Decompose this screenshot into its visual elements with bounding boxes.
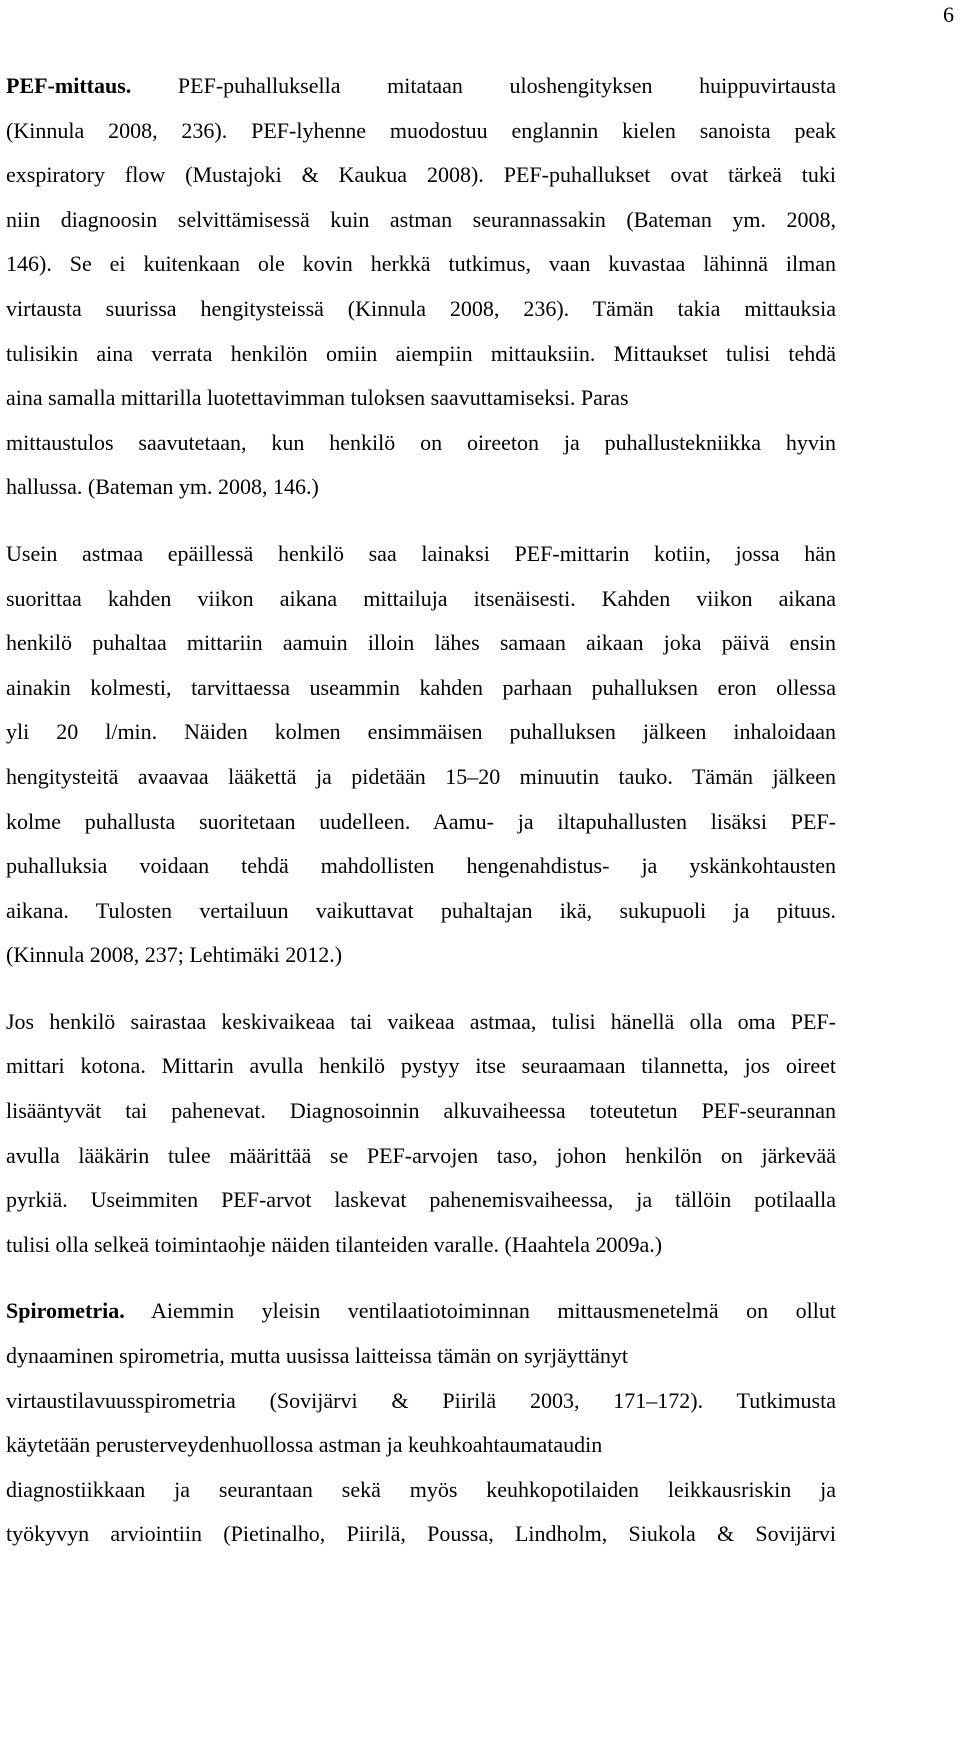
text-line: PEF-mittaus. PEF-puhalluksella mitataan uloshengityksen huippuvirtausta bbox=[6, 73, 836, 98]
text-line: mittaustulos saavutetaan, kun henkilö on oireeton ja puhallustekniikka hyvin bbox=[6, 429, 836, 455]
text-line: henkilö puhaltaa mittariin aamuin illoin lähes samaan aikaan joka päivä ensin bbox=[6, 630, 836, 656]
text-line: Jos henkilö sairastaa keskivaikeaa tai vaikeaa astmaa, tulisi hänellä olla oma PEF- bbox=[6, 1008, 836, 1034]
text-line: hengitysteitä avaavaa lääkettä ja pidetään 15–20 minuutin tauko. Tämän jälkeen bbox=[6, 763, 836, 789]
text-line: Spirometria. Aiemmin yleisin ventilaatiotoiminnan mittausmenetelmä on ollut bbox=[6, 1298, 836, 1324]
text-line: 146). Se ei kuitenkaan ole kovin herkkä tutkimus, vaan kuvastaa lähinnä ilman bbox=[6, 251, 836, 277]
paragraph-home-monitoring bbox=[6, 532, 836, 978]
text-line: pyrkiä. Useimmiten PEF-arvot laskevat pahenemisvaiheessa, ja tällöin potilaalla bbox=[6, 1187, 836, 1213]
text-line: ainakin kolmesti, tarvittaessa useammin kahden parhaan puhalluksen eron ollessa bbox=[6, 674, 836, 700]
text-line: yli 20 l/min. Näiden kolmen ensimmäisen puhalluksen jälkeen inhaloidaan bbox=[6, 719, 836, 745]
text-line: käytetään perusterveydenhuollossa astman ja keuhkoahtaumataudin bbox=[6, 1432, 603, 1458]
text-line: virtaustilavuusspirometria (Sovijärvi & Piirilä 2003, 171–172). Tutkimusta bbox=[6, 1387, 836, 1413]
paragraph-spirometry bbox=[6, 1289, 836, 1557]
paragraph-pef-measurement bbox=[6, 64, 836, 510]
text-line: dynaaminen spirometria, mutta uusissa laitteissa tämän on syrjäyttänyt bbox=[6, 1343, 628, 1369]
text-line: hallussa. (Bateman ym. 2008, 146.) bbox=[6, 474, 319, 500]
text-line: suorittaa kahden viikon aikana mittailuja itsenäisesti. Kahden viikon aikana bbox=[6, 585, 836, 611]
text-line: tulisi olla selkeä toimintaohje näiden tilanteiden varalle. (Haahtela 2009a.) bbox=[6, 1231, 663, 1257]
document-body bbox=[6, 64, 836, 1557]
page-number: 6 bbox=[943, 2, 954, 27]
text-line: lisääntyvät tai pahenevat. Diagnosoinnin alkuvaiheessa toteutetun PEF-seurannan bbox=[6, 1098, 836, 1124]
text-line: diagnostiikkaan ja seurantaan sekä myös keuhkopotilaiden leikkausriskin ja bbox=[6, 1476, 836, 1502]
paragraph-own-meter bbox=[6, 1000, 836, 1268]
text-line: niin diagnoosin selvittämisessä kuin astman seurannassakin (Bateman ym. 2008, bbox=[6, 206, 836, 232]
text-line: työkyvyn arviointiin (Pietinalho, Piirilä, Poussa, Lindholm, Siukola & Sovijärvi bbox=[6, 1521, 836, 1547]
text-line: aina samalla mittarilla luotettavimman tuloksen saavuttamiseksi. Paras bbox=[6, 385, 629, 411]
text-line: kolme puhallusta suoritetaan uudelleen. Aamu- ja iltapuhallusten lisäksi PEF- bbox=[6, 808, 836, 834]
text-line: exspiratory flow (Mustajoki & Kaukua 2008). PEF-puhallukset ovat tärkeä tuki bbox=[6, 162, 836, 188]
paragraph-heading-spirometry: Spirometria. bbox=[6, 1298, 125, 1324]
text-line: avulla lääkärin tulee määrittää se PEF-arvojen taso, johon henkilön on järkevää bbox=[6, 1142, 836, 1168]
text-line: tulisikin aina verrata henkilön omiin aiempiin mittauksiin. Mittaukset tulisi tehdä bbox=[6, 340, 836, 366]
text-line: (Kinnula 2008, 237; Lehtimäki 2012.) bbox=[6, 942, 343, 968]
text-line: puhalluksia voidaan tehdä mahdollisten hengenahdistus- ja yskänkohtausten bbox=[6, 853, 836, 879]
text-line: mittari kotona. Mittarin avulla henkilö pystyy itse seuraamaan tilannetta, jos oireet bbox=[6, 1053, 836, 1079]
paragraph-heading-pef: PEF-mittaus. bbox=[6, 73, 132, 98]
text-line: aikana. Tulosten vertailuun vaikuttavat puhaltajan ikä, sukupuoli ja pituus. bbox=[6, 897, 836, 923]
text-line: Usein astmaa epäillessä henkilö saa lainaksi PEF-mittarin kotiin, jossa hän bbox=[6, 540, 836, 566]
text-line: (Kinnula 2008, 236). PEF-lyhenne muodostuu englannin kielen sanoista peak bbox=[6, 117, 836, 143]
text-line: virtausta suurissa hengitysteissä (Kinnula 2008, 236). Tämän takia mittauksia bbox=[6, 295, 836, 321]
